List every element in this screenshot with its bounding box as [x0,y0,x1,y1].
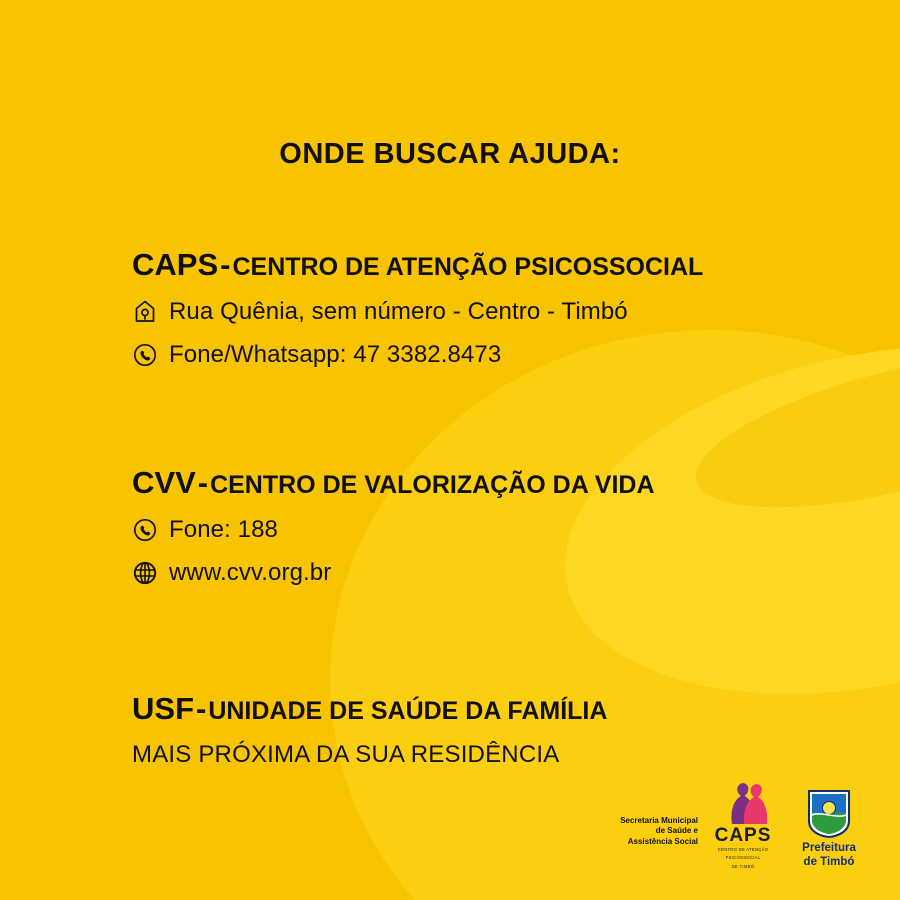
secretaria-line-2: de Saúde e [655,826,698,836]
contact-row [132,516,768,544]
contact-text: Rua Quênia, sem número - Centro - Timbó [169,298,628,325]
globe-icon [132,560,158,586]
contact-row [132,341,768,369]
secretaria-line-1: Secretaria Municipal [620,815,698,825]
secretaria-line-3: Assistência Social [627,837,698,847]
contact-text: Fone/Whatsapp: 47 3382.8473 [169,341,502,368]
entry-heading [132,247,768,283]
entry-subline: MAIS PRÓXIMA DA SUA RESIDÊNCIA [132,741,560,768]
phone-icon [132,342,158,368]
entry-cvv [132,465,768,587]
prefeitura-line-2: de Timbó [803,856,855,869]
contact-row [132,298,768,326]
entry-dash: - [220,247,231,282]
caps-sub-1: CENTRO DE ATENÇÃO [717,847,769,853]
caps-figures-icon [710,780,776,826]
location-pin-icon [132,299,158,325]
secretaria-label [620,816,698,848]
caps-logo [710,780,776,870]
entry-acronym: CAPS [132,247,219,282]
entry-full-name: CENTRO DE ATENÇÃO PSICOSSOCIAL [232,253,704,281]
entry-dash: - [196,691,207,726]
caps-wordmark: CAPS [714,825,772,847]
entry-acronym: USF [132,691,194,726]
caps-sub-2: PSICOSSOCIAL [725,855,761,861]
entry-full-name: UNIDADE DE SAÚDE DA FAMÍLIA [208,697,608,725]
contact-row [132,559,768,587]
entry-heading [132,465,768,501]
entry-full-name: CENTRO DE VALORIZAÇÃO DA VIDA [210,471,655,499]
entry-caps [132,247,768,369]
entry-dash: - [197,465,209,500]
page-title: ONDE BUSCAR AJUDA: [279,138,621,170]
entry-acronym: CVV [132,465,196,500]
contact-text: www.cvv.org.br [169,559,332,586]
phone-icon [132,517,158,543]
coat-of-arms-icon [807,789,851,839]
contact-text: Fone: 188 [169,516,278,543]
prefeitura-line-1: Prefeitura [802,842,856,855]
footer-logos [620,780,868,870]
entry-heading [132,691,768,727]
entry-usf [132,691,768,769]
caps-sub-3: DE TIMBÓ [731,863,755,869]
prefeitura-logo [790,789,868,870]
